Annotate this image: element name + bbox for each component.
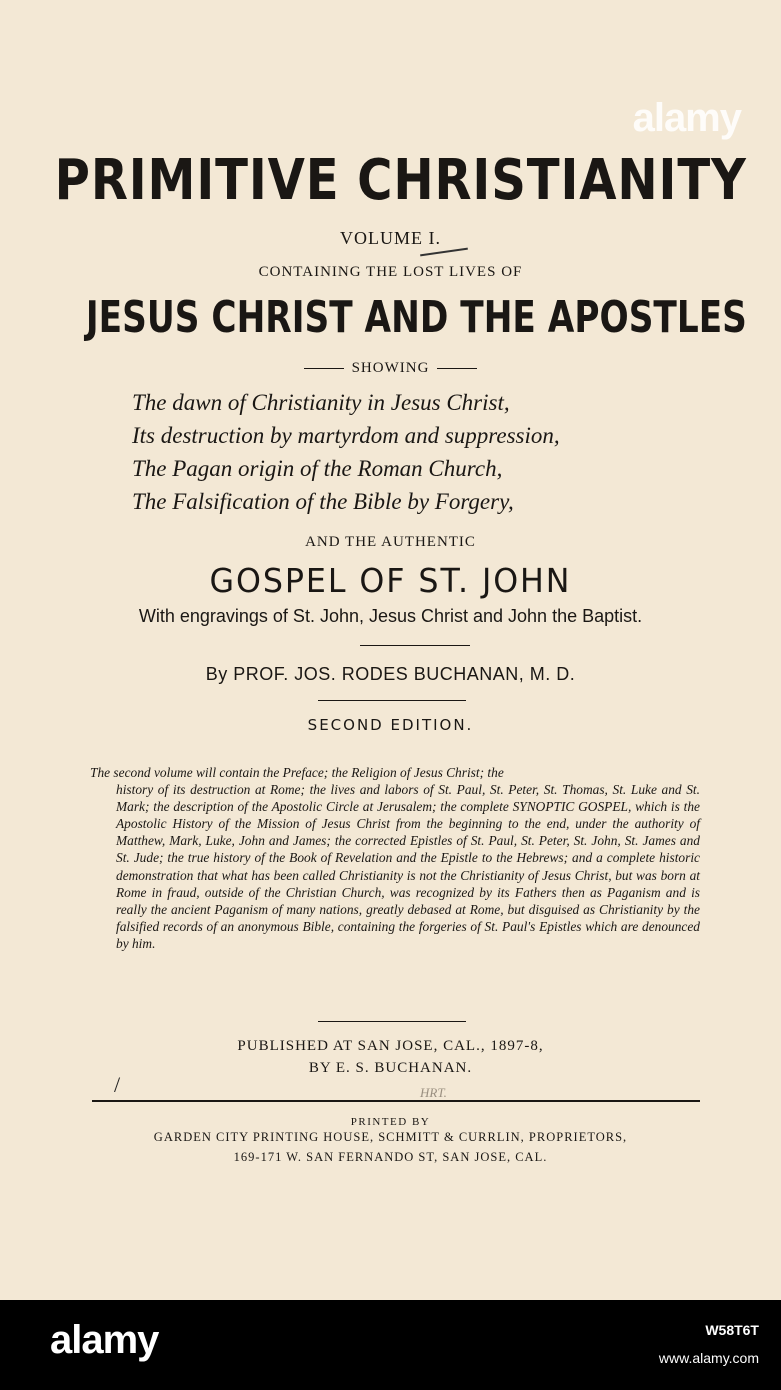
containing-line: CONTAINING THE LOST LIVES OF: [258, 264, 523, 280]
printed-by-label: PRINTED BY: [350, 1116, 431, 1128]
pencil-note: HRT.: [420, 1085, 447, 1100]
thick-rule: [92, 1100, 700, 1102]
divider: [318, 1021, 466, 1022]
note-body: history of its destruction at Rome; the lives and labors of St. Paul, St. Peter, St. Thomas, St. Luke and St. Mark; the description of the Apostolic Circle at Jerusalem; the complete SYNOPTIC GOSPEL, which is the Apostolic History of the Mission of Jesus Christ from the beginning to the end, under the authority of Matthew, Mark, Luke, John and James; the corrected Epistles of St. Paul, St. Peter, St. John, St. James and St. Jude; the true history of the Book of Revelation and the Epistle to the Hebrews; and a complete historic demonstration that what has been called Christianity is not the Christianity of Jesus Christ, but was born at Rome in fraud, outside of the Christian Church, was recognized by its Fathers then as Paganism and is really the ancient Paganism of many nations, greatly debased at Rome, but disguised as Christianity by the falsified records of an anonymous Bible, containing the forgeries of St. Paul's Epistles which are denounced by him.: [116, 782, 700, 951]
and-authentic-line: AND THE AUTHENTIC: [305, 534, 476, 550]
showing-label: SHOWING: [351, 360, 430, 376]
book-subtitle: JESUS CHRIST AND THE APOSTLES: [85, 292, 747, 343]
gospel-heading: GOSPEL OF ST. JOHN: [209, 561, 572, 600]
divider: [318, 700, 466, 701]
engravings-line: With engravings of St. John, Jesus Christ and John the Baptist.: [138, 606, 643, 626]
site-url: www.alamy.com: [658, 1350, 759, 1366]
topic-line: The Falsification of the Bible by Forgery,: [132, 489, 514, 514]
printer-line: GARDEN CITY PRINTING HOUSE, SCHMITT & CURRLIN, PROPRIETORS,: [153, 1130, 628, 1144]
edition-label: SECOND EDITION.: [307, 716, 474, 734]
image-id: W58T6T: [705, 1322, 759, 1338]
divider: [360, 645, 470, 646]
author-line: By PROF. JOS. RODES BUCHANAN, M. D.: [205, 664, 576, 684]
book-title: PRIMITIVE CHRISTIANITY: [54, 148, 747, 213]
topic-line: The Pagan origin of the Roman Church,: [132, 456, 503, 481]
publisher-line: BY E. S. BUCHANAN.: [308, 1060, 473, 1076]
topic-line: The dawn of Christianity in Jesus Christ,: [132, 390, 510, 415]
topic-list: [132, 386, 560, 518]
dash-left: [304, 368, 344, 369]
showing-line: [0, 360, 781, 377]
address-line: 169-171 W. SAN FERNANDO ST, SAN JOSE, CAL.: [233, 1150, 548, 1164]
published-line: PUBLISHED AT SAN JOSE, CAL., 1897-8,: [237, 1038, 544, 1054]
second-volume-note: [90, 764, 700, 952]
volume-label: VOLUME I.: [340, 228, 441, 248]
stock-footer: [0, 1300, 781, 1390]
dash-right: [437, 368, 477, 369]
note-first-line: The second volume will contain the Preface; the Religion of Jesus Christ; the: [90, 765, 504, 780]
alamy-logo: alamy: [50, 1318, 159, 1362]
hand-mark: /: [114, 1072, 121, 1097]
watermark: alamy: [632, 96, 741, 140]
topic-line: Its destruction by martyrdom and suppression,: [132, 423, 560, 448]
